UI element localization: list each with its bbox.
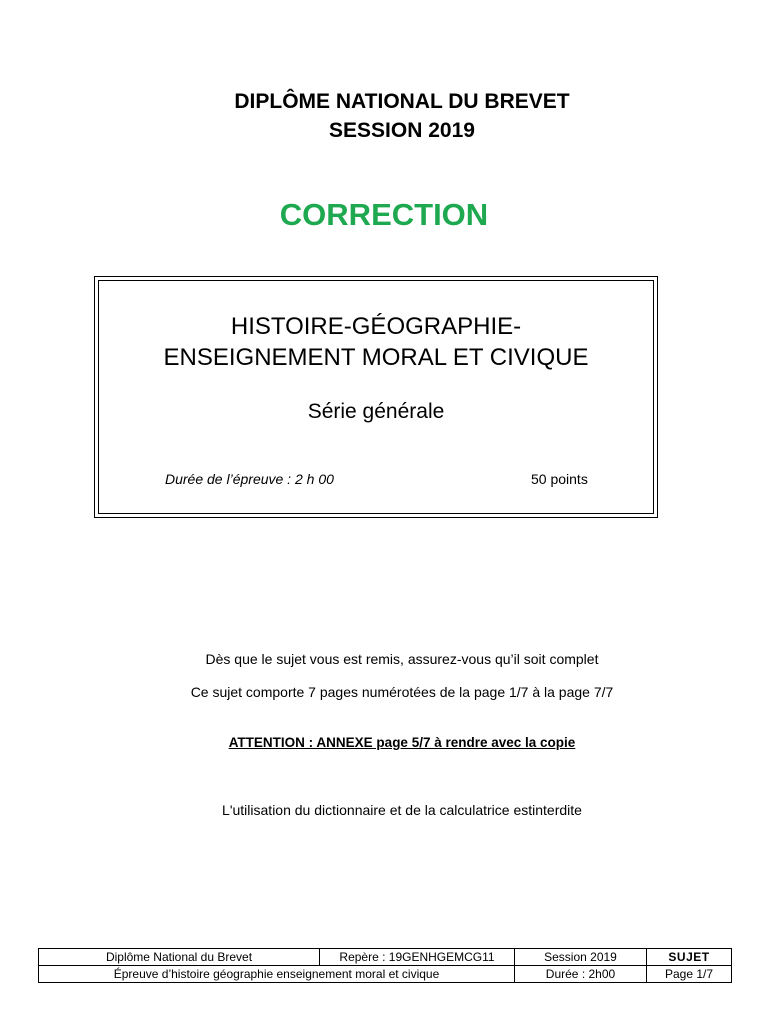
footer-epreuve: Épreuve d’histoire géographie enseignement moral et civique — [39, 966, 515, 983]
exam-info-box — [94, 276, 658, 518]
footer-exam-name: Diplôme National du Brevet — [39, 949, 320, 966]
footer-repere: Repère : 19GENHGEMCG11 — [320, 949, 515, 966]
footer-page-number: Page 1/7 — [647, 966, 732, 983]
session-title: SESSION 2019 — [329, 119, 475, 142]
footer-row — [39, 949, 732, 966]
page-count-notice: Ce sujet comporte 7 pages numérotées de la page 1/7 à la page 7/7 — [190, 684, 614, 700]
exam-duration: Durée de l’épreuve : 2 h 00 — [165, 471, 334, 487]
exam-points: 50 points — [531, 471, 588, 487]
footer-table — [38, 948, 732, 983]
footer-session: Session 2019 — [515, 949, 647, 966]
attention-annex-notice: ATTENTION : ANNEXE page 5/7 à rendre avec la copie — [228, 735, 576, 750]
subject-title-line1: HISTOIRE-GÉOGRAPHIE- — [230, 313, 522, 340]
exam-info-box-inner — [98, 280, 654, 514]
completeness-notice: Dès que le sujet vous est remis, assurez-vous qu’il soit complet — [205, 651, 599, 667]
footer-row — [39, 966, 732, 983]
document-title: DIPLÔME NATIONAL DU BREVET — [234, 90, 570, 113]
subject-title-line2: ENSEIGNEMENT MORAL ET CIVIQUE — [163, 344, 589, 371]
footer-duration: Durée : 2h00 — [515, 966, 647, 983]
serie-label: Série générale — [307, 400, 445, 423]
calculator-dictionary-notice: L'utilisation du dictionnaire et de la calculatrice estinterdite — [222, 802, 582, 818]
correction-heading: CORRECTION — [279, 197, 489, 232]
footer-document-type: SUJET — [647, 949, 732, 966]
